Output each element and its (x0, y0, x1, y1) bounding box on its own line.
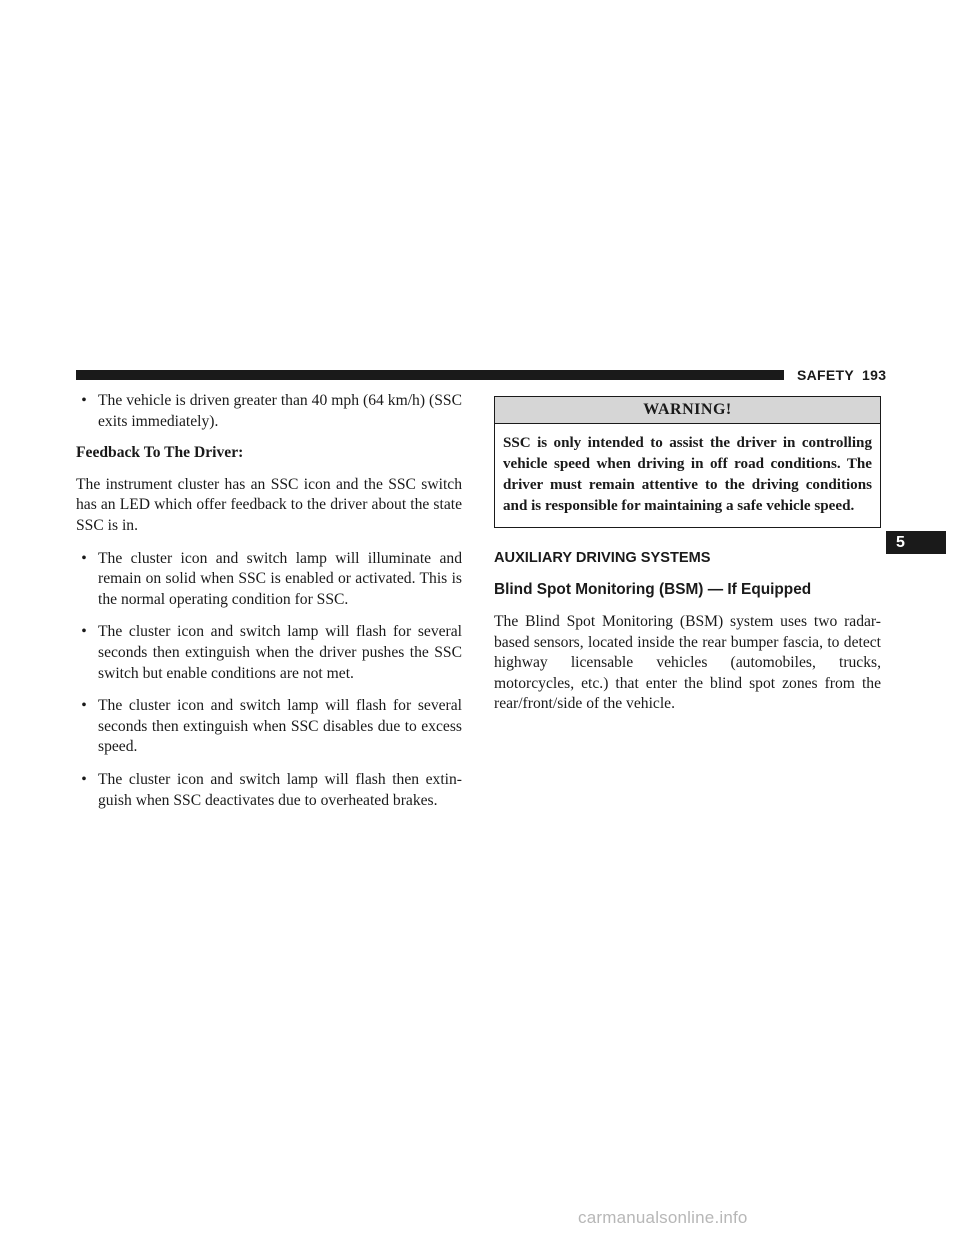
feedback-heading: Feedback To The Driver: (76, 444, 244, 462)
bullet-text: The cluster icon and switch lamp will flash for several seconds then extinguish when the driver pushes the SSC switch but enable conditions are not met. (98, 623, 462, 682)
watermark: carmanualsonline.info (578, 1208, 748, 1227)
header-rule (76, 370, 784, 380)
list-item (76, 549, 462, 611)
list-item (76, 622, 462, 684)
running-header (797, 365, 886, 385)
list-item (76, 696, 462, 758)
section-name: SAFETY (797, 367, 855, 383)
list-item (76, 770, 462, 811)
bullet-text: The cluster icon and switch lamp will illuminate and remain on solid when SSC is enabled or activated. This is the normal operating condition for SSC. (98, 549, 462, 608)
bsm-paragraph: The Blind Spot Monitoring (BSM) system uses two radar-based sensors, located inside the rear bumper fascia, to detect highway licensable vehicles (automobiles, trucks, motorcycles, etc.) that enter the blind spot zones from the rear/front/side of the vehicle. (494, 613, 881, 713)
bullet-icon: • (81, 697, 87, 715)
warning-title: WARNING! (495, 397, 880, 424)
feedback-paragraph: The instrument cluster has an SSC icon and the SSC switch has an LED which offer feedback to the driver about the state SSC is in. (76, 475, 462, 534)
bullet-icon: • (81, 770, 87, 788)
left-column (76, 391, 462, 811)
section-heading: AUXILIARY DRIVING SYSTEMS (494, 550, 711, 566)
bullet-text: The cluster icon and switch lamp will flash for several seconds then extinguish when SSC disables due to excess speed. (98, 697, 462, 756)
subsection-heading: Blind Spot Monitoring (BSM) — If Equipped (494, 581, 812, 598)
bullet-icon: • (81, 549, 87, 567)
page-number: 193 (862, 367, 887, 383)
warning-text: SSC is only intended to assist the driver in controlling vehicle speed when driving in off road conditions. The driver must remain attentive to the driving conditions and is responsible for maintaining a safe vehicle speed. (503, 435, 872, 514)
bullet-text: The vehicle is driven greater than 40 mph (64 km/h) (SSC exits immediately). (98, 392, 462, 430)
right-column (494, 396, 881, 715)
chapter-tab: 5 (886, 531, 946, 554)
bullet-text: The cluster icon and switch lamp will flash then extin-guish when SSC deactivates due to overheated brakes. (98, 770, 462, 809)
warning-box (494, 396, 881, 528)
bullet-icon: • (81, 392, 87, 409)
bullet-icon: • (81, 623, 87, 641)
list-item (76, 391, 462, 432)
